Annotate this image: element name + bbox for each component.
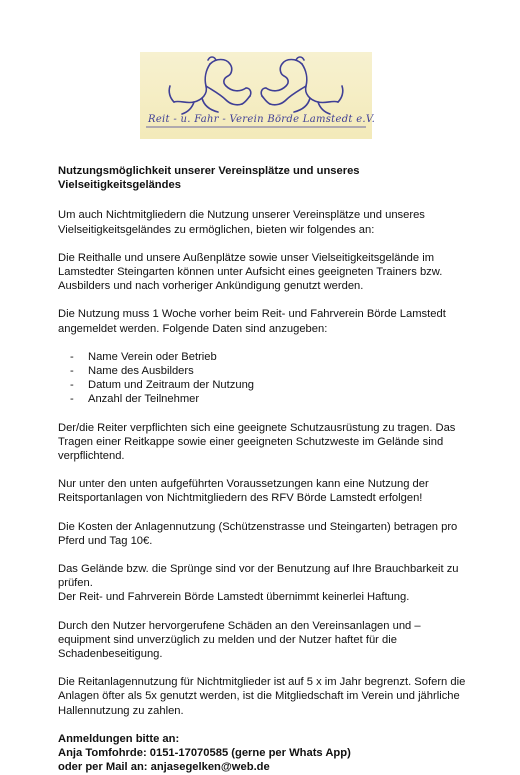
list-item: - Anzahl der Teilnehmer: [70, 393, 200, 406]
title-line-2: Vielseitigkeitsgeländes: [58, 179, 181, 192]
liability-line-1: Das Gelände bzw. die Sprünge sind vor der Benutzung auf Ihre Brauchbarkeit zu prüfen.: [58, 563, 459, 590]
document-body: [58, 164, 468, 775]
horses-icon: [140, 52, 376, 139]
contact-email: oder per Mail an: anjasegelken@web.de: [58, 761, 270, 774]
paragraph-conditions: Nur unter den unten aufgeführten Voraussetzungen kann eine Nutzung der Reitsportanlagen von Nichtmitgliedern des RFV Börde Lamstedt erfolgen!: [58, 478, 429, 505]
paragraph-safety: Der/die Reiter verpflichten sich eine geeignete Schutzausrüstung zu tragen. Das Tragen einer Reitkappe sowie einer geeigneten Schutzweste im Gelände sind verpflichtend.: [58, 421, 456, 463]
list-item: - Datum und Zeitraum der Nutzung: [70, 379, 255, 392]
list-dash: -: [70, 350, 74, 363]
paragraph-limit: Die Reitanlagennutzung für Nichtmitglieder ist auf 5 x im Jahr begrenzt. Sofern die Anlagen öfter als 5x genutzt werden, ist die Mitgliedschaft im Verein und jährliche Hallennutzung zu zahlen.: [58, 676, 466, 717]
document-title: [58, 164, 468, 192]
list-dash: -: [70, 379, 74, 392]
list-item: - Name Verein oder Betrieb: [70, 350, 217, 363]
paragraph-registration: Die Nutzung muss 1 Woche vorher beim Reit- und Fahrverein Börde Lamstedt angemeldet werden. Folgende Daten sind anzugeben:: [58, 308, 446, 335]
contact-phone: Anja Tomfohrde: 0151-17070585 (gerne per Whats App): [58, 747, 351, 760]
paragraph-facilities: Die Reithalle und unsere Außenplätze sowie unser Vielseitigkeitsgelände im Lamstedter Steingarten können unter Aufsicht eines geeigneten Trainers bzw. Ausbilders und nach vorheriger Ankündigung genutzt werden.: [58, 251, 443, 293]
paragraph-intro: Um auch Nichtmitgliedern die Nutzung unserer Vereinsplätze und unseres Vielseitigkeitsgeländes zu ermöglichen, bieten wir folgendes an:: [58, 209, 425, 236]
club-logo: [140, 52, 376, 139]
liability-line-2: Der Reit- und Fahrverein Börde Lamstedt übernimmt keinerlei Haftung.: [58, 591, 410, 604]
paragraph-liability: [58, 562, 468, 605]
club-logo-text: Reit - u. Fahr - Verein Börde Lamstedt e.V.: [148, 114, 376, 125]
paragraph-costs: Die Kosten der Anlagennutzung (Schützenstrasse und Steingarten) betragen pro Pferd und Tag 10€.: [58, 520, 458, 547]
contact-heading: Anmeldungen bitte an:: [58, 732, 180, 745]
paragraph-damages: Durch den Nutzer hervorgerufene Schäden an den Vereinsanlagen und –equipment sind unverzüglich zu melden und der Nutzer haftet für die Schadenbeseitigung.: [58, 619, 421, 661]
list-dash: -: [70, 393, 74, 406]
list-item: - Name des Ausbilders: [70, 365, 194, 378]
list-dash: -: [70, 365, 74, 378]
contact-block: [58, 732, 468, 775]
title-line-1: Nutzungsmöglichkeit unserer Vereinsplätze und unseres: [58, 165, 360, 177]
required-data-list: [58, 350, 468, 407]
